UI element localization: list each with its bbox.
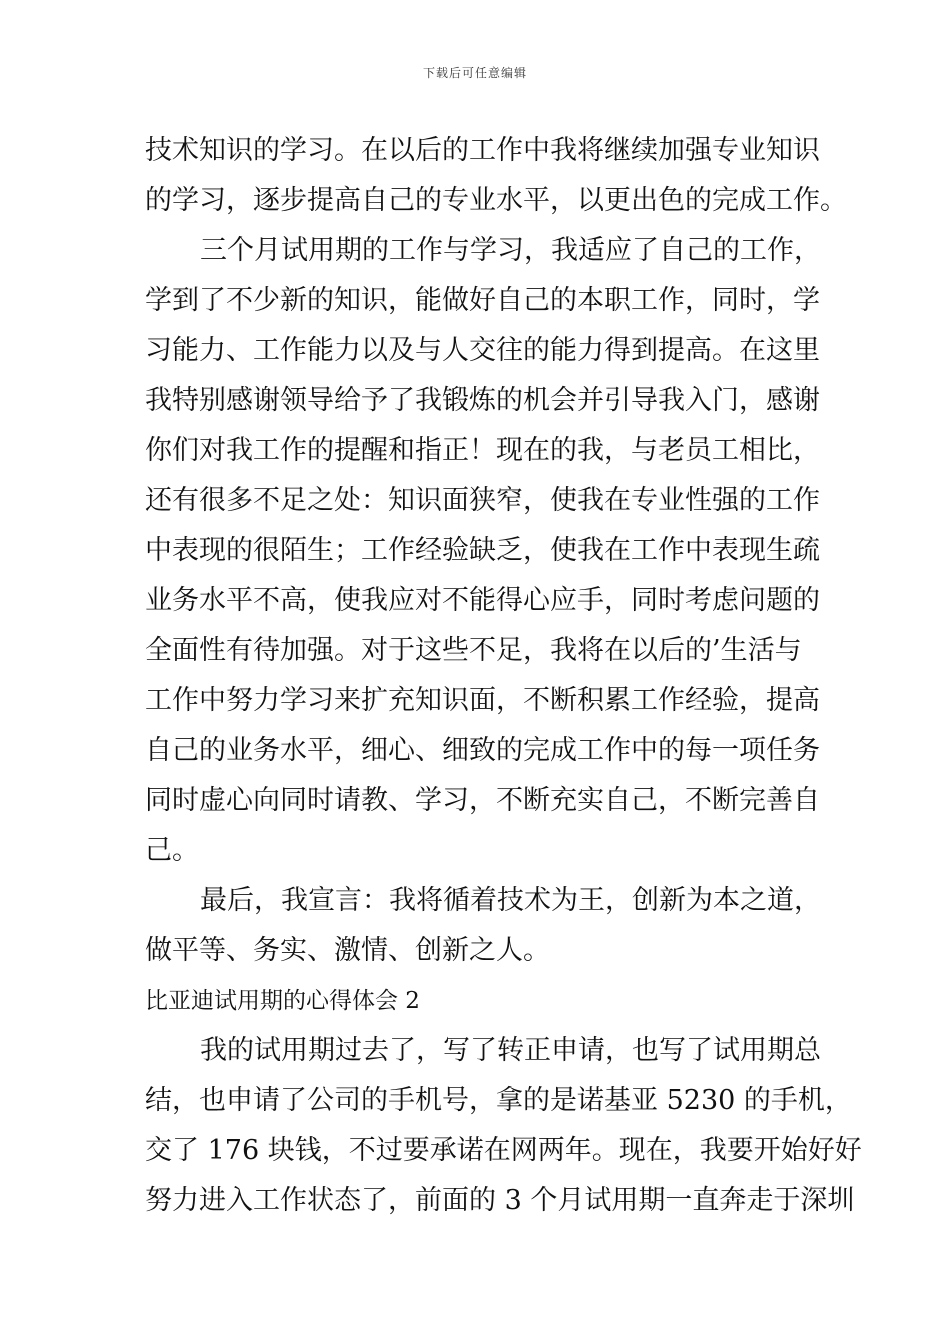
text-line: 你们对我工作的提醒和指正！现在的我，与老员工相比， [145,435,820,466]
text-line: 我特别感谢领导给予了我锻炼的机会并引导我入门，感谢 [145,385,820,416]
text-line: 业务水平不高，使我应对不能得心应手，同时考虑问题的 [145,585,820,616]
paragraph-block [145,126,847,976]
paragraph-block [145,1026,862,1226]
text-line: 努力进入工作状态了，前面的 3 个月试用期一直奔走于深圳 [145,1185,855,1216]
document-body [145,126,862,1226]
text-line: 结，也申请了公司的手机号，拿的是诺基亚 5230 的手机， [145,1085,852,1116]
text-line: 工作中努力学习来扩充知识面，不断积累工作经验，提高 [145,685,820,716]
text-line: 交了 176 块钱，不过要承诺在网两年。现在，我要开始好好 [145,1135,862,1166]
text-line: 自己的业务水平，细心、细致的完成工作中的每一项任务 [145,735,820,766]
text-line: 技术知识的学习。在以后的工作中我将继续加强专业知识 [145,135,820,166]
page-header: 下载后可任意编辑 [422,66,527,80]
text-line: 习能力、工作能力以及与人交往的能力得到提高。在这里 [145,335,820,366]
text-line: 我的试用期过去了，写了转正申请，也写了试用期总 [200,1035,821,1066]
text-line: 同时虚心向同时请教、学习，不断充实自己，不断完善自 [145,785,820,816]
text-line: 三个月试用期的工作与学习，我适应了自己的工作， [200,235,821,266]
text-line: 最后，我宣言：我将循着技术为王，创新为本之道， [200,885,821,916]
text-line: 己。 [145,835,199,866]
text-line: 学到了不少新的知识，能做好自己的本职工作，同时，学 [145,285,820,316]
text-line: 全面性有待加强。对于这些不足，我将在以后的’生活与 [145,635,802,666]
text-line: 的学习，逐步提高自己的专业水平，以更出色的完成工作。 [145,185,847,216]
text-line: 做平等、务实、激情、创新之人。 [145,935,550,966]
section-heading: 比亚迪试用期的心得体会 2 [145,988,420,1014]
text-line: 还有很多不足之处：知识面狭窄，使我在专业性强的工作 [145,485,820,516]
text-line: 中表现的很陌生；工作经验缺乏，使我在工作中表现生疏 [145,535,820,566]
